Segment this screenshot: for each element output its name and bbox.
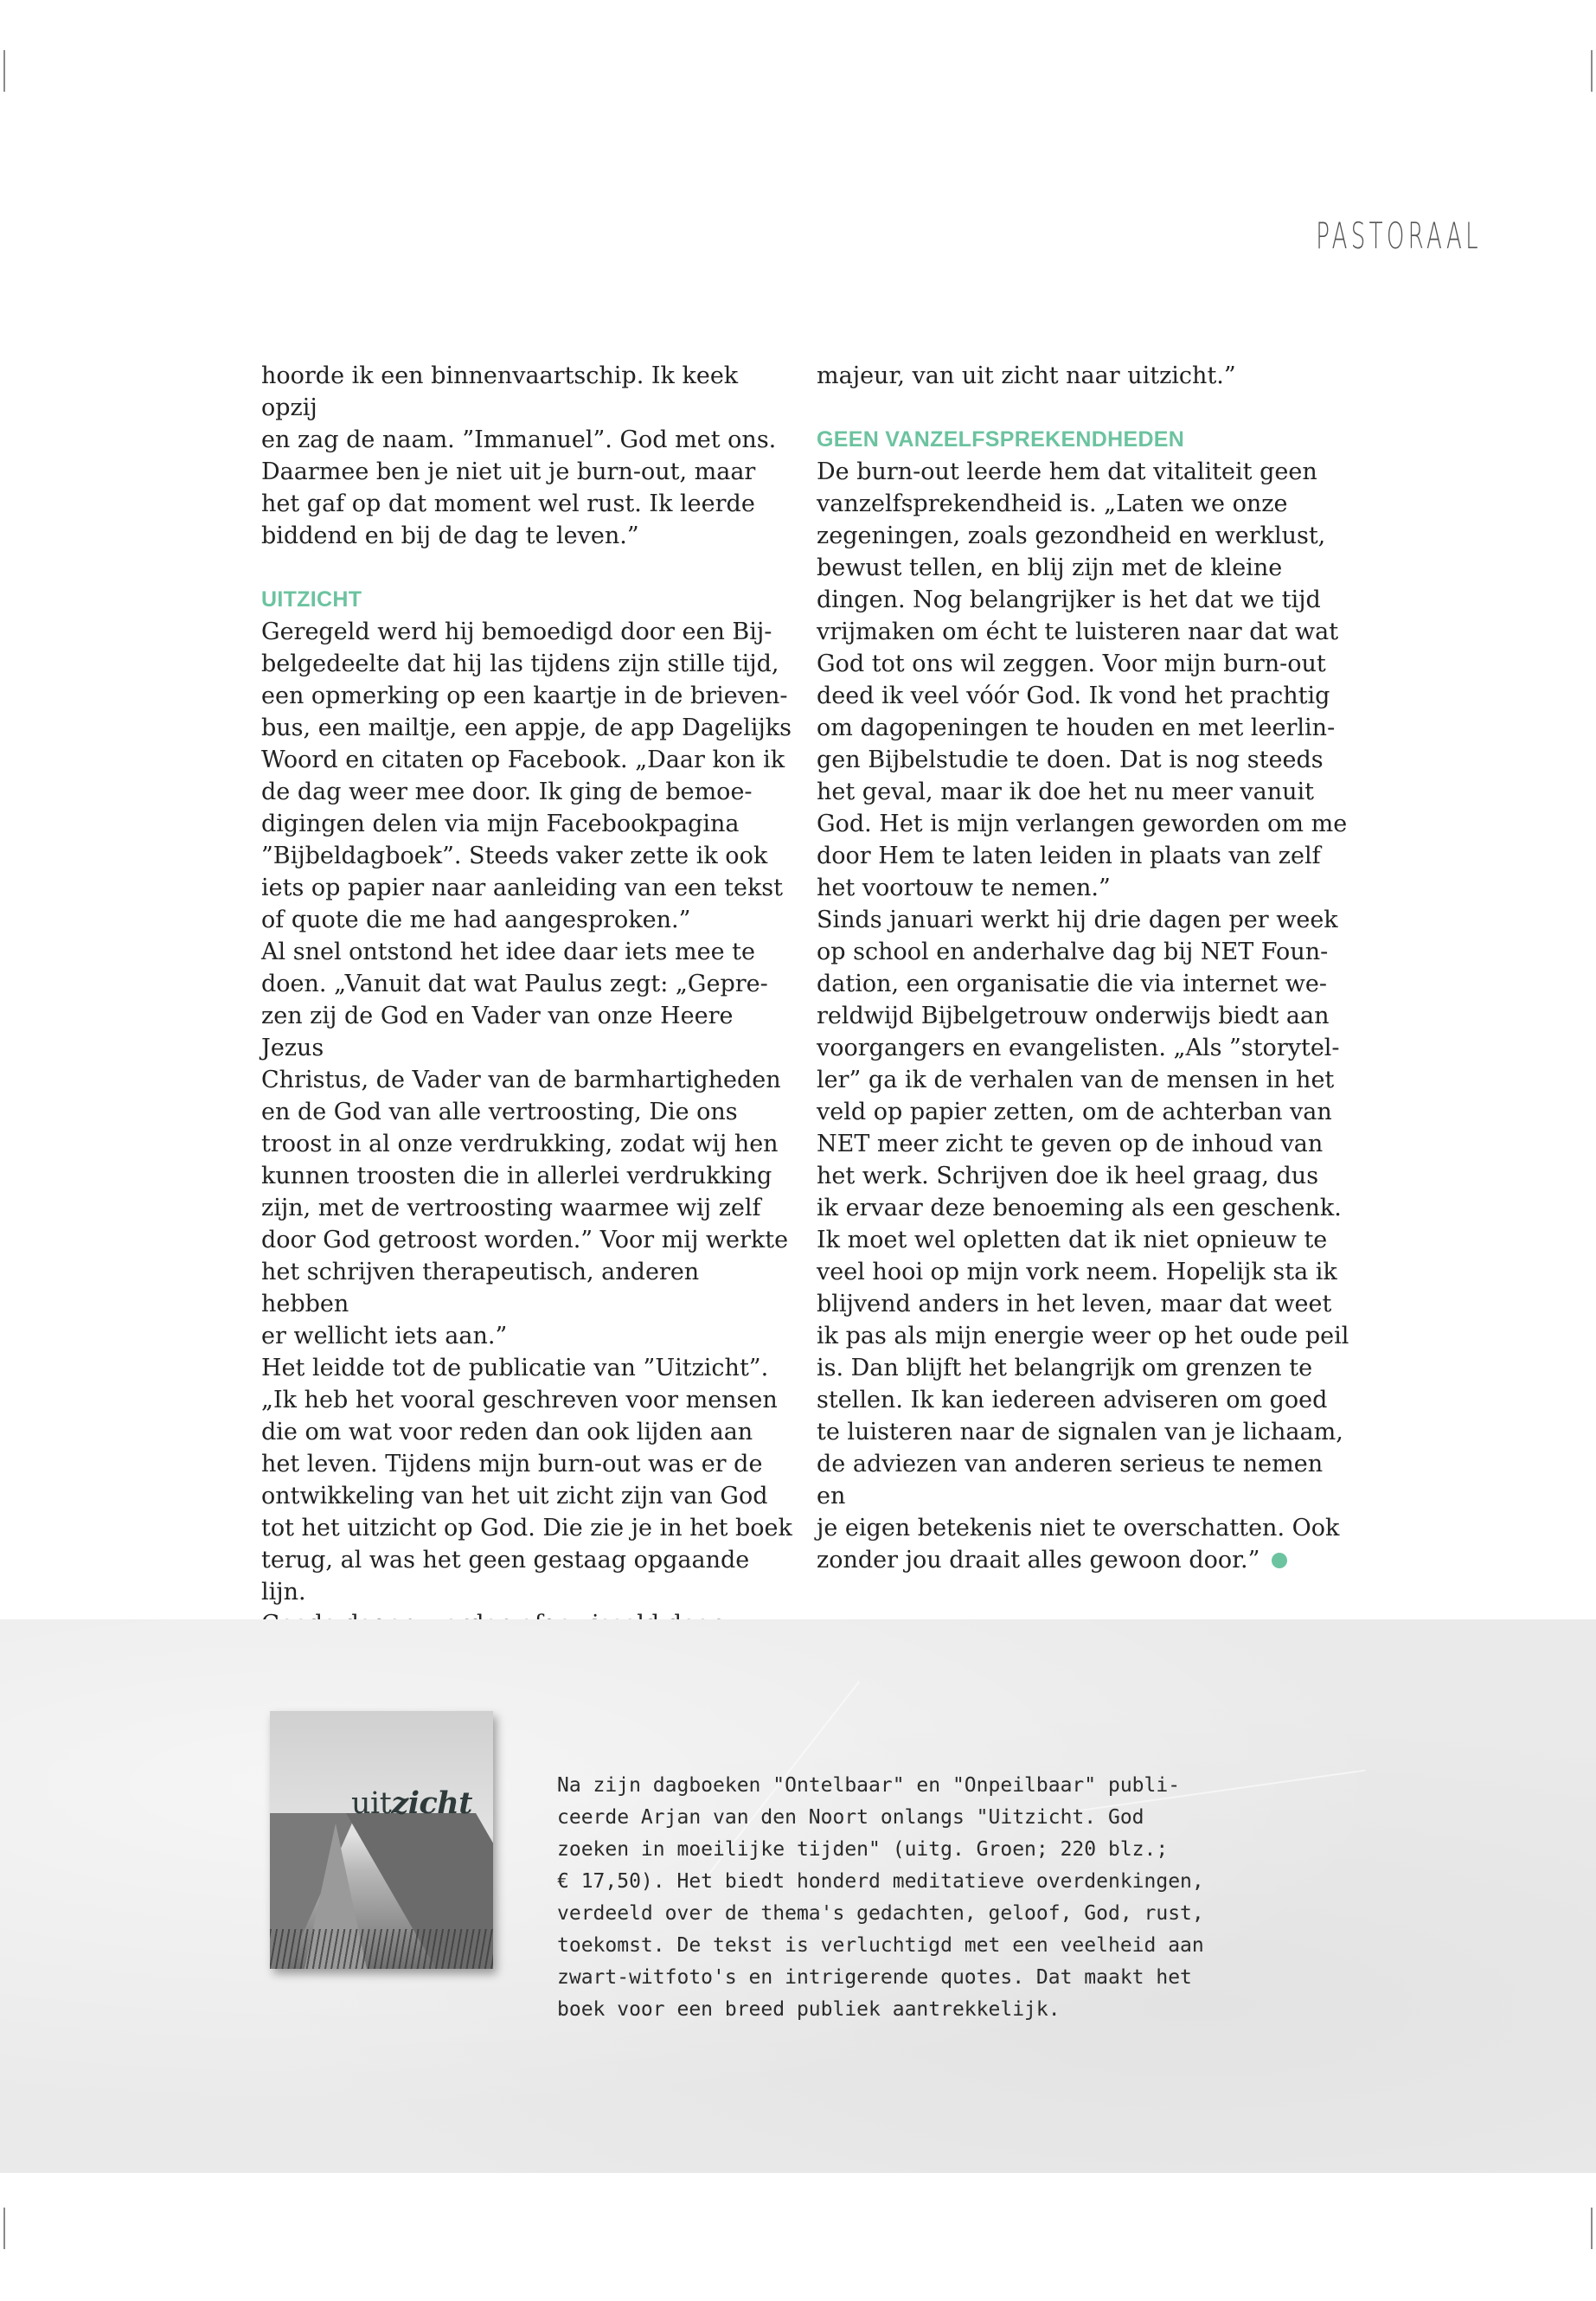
cover-reeds <box>270 1929 493 1969</box>
paragraph: Geregeld werd hij bemoedigd door een Bij- belgedeelte dat hij las tijdens zijn stille tijd, een opmerking op een kaartje in de brieven- bus, een mailtje, een appje, de app Dagelijks Woord en citaten op Facebook. „Daar kon ik de dag weer mee door. Ik ging de bemoe- digingen delen via mijn Facebookpagina ”Bijbeldagboek”. Steeds vaker zette ik ook iets op papier naar aanleiding van een tekst of quote die me had aangesproken.” <box>261 619 792 933</box>
paragraph-final-text: Sinds januari werkt hij drie dagen per week op school en anderhalve dag bij NET Foun- dation, een organisatie die via internet we- reldwijd Bijbelgetrouw onderwijs biedt aan voorgangers en evangelisten. „Als ”storytel- ler” ga ik de verhalen van de mensen in het veld op papier zetten, om de achterban van NET meer zicht te geven op de inhoud van het werk. Schrijven doe ik heel graag, dus ik ervaar deze benoeming als een geschenk. Ik moet wel opletten dat ik niet opnieuw te veel hooi op mijn vork neem. Hopelijk sta ik blijvend anders in het leven, maar dat weet ik pas als mijn energie weer op het oude peil is. Dan blijft het belangrijk om grenzen te stellen. Ik kan iedereen adviseren om goed te luisteren naar de signalen van je lichaam, de adviezen van anderen serieus te nemen en je eigen betekenis niet te overschatten. Ook zonder jou draait alles gewoon door.” <box>817 907 1349 1574</box>
article-column-right <box>817 360 1353 1576</box>
cover-title-regular: uit <box>351 1786 392 1821</box>
end-mark-dot-icon <box>1272 1553 1287 1568</box>
intro-line: majeur, van uit zicht naar uitzicht.” <box>817 362 1236 389</box>
section-label: PASTORAAL <box>1316 215 1482 257</box>
intro-paragraph: hoorde ik een binnenvaartschip. Ik keek opzij en zag de naam. ”Immanuel”. God met ons. Daarmee ben je niet uit je burn-out, maar het gaf op dat moment wel rust. Ik leerde biddend en bij de dag te leven.” <box>261 362 777 549</box>
book-cover-title <box>351 1785 472 1821</box>
crop-mark-bottom-right <box>1591 2208 1593 2249</box>
heading-geen-vanzelfsprekendheden: GEEN VANZELFSPREKENDHEDEN <box>817 427 1185 452</box>
cover-title-italic: zicht <box>391 1785 472 1821</box>
book-blurb: Na zijn dagboeken "Ontelbaar" en "Onpeilbaar" publi- ceerde Arjan van den Noort onlangs "Uitzicht. God zoeken in moeilijke tijden" (uitg. Groen; 220 blz.; € 17,50). Het biedt honderd meditatieve overdenkingen, verdeeld over de thema's gedachten, geloof, God, rust, toekomst. De tekst is verluchtigd met een veelheid aan zwart-witfoto's en intrigerende quotes. Dat maakt het boek voor een breed publiek aantrekkelijk. <box>557 1774 1204 2021</box>
paragraph: De burn-out leerde hem dat vitaliteit geen vanzelfsprekendheid is. „Laten we onze zegeningen, zoals gezondheid en werklust, bewust tellen, en blij zijn met de kleine dingen. Nog belangrijker is het dat we tijd vrijmaken om écht te luisteren naar dat wat God tot ons wil zeggen. Voor mijn burn-out deed ik veel vóór God. Ik vond het prachtig om dagopeningen te houden en met leerlin- gen Bijbelstudie te doen. Dat is nog steeds het geval, maar ik doe het nu meer vanuit God. Het is mijn verlangen geworden om me door Hem te laten leiden in plaats van zelf het voortouw te nemen.” <box>817 458 1348 901</box>
heading-uitzicht: UITZICHT <box>261 587 362 612</box>
book-cover-image <box>270 1711 493 1969</box>
paragraph: Het leidde tot de publicatie van ”Uitzicht”. „Ik heb het vooral geschreven voor mensen die om wat voor reden dan ook lijden aan het leven. Tijdens mijn burn-out was er de ontwikkeling van het uit zicht zijn van God tot het uitzicht op God. Die zie je in het boek terug, al was het geen gestaag opgaande lijn. <box>261 1355 792 1606</box>
crop-mark-bottom-left <box>3 2208 5 2249</box>
article-column-left <box>261 360 793 1736</box>
crop-mark-top-left <box>3 50 5 92</box>
paragraph-final <box>817 904 1353 1576</box>
paragraph: Al snel ontstond het idee daar iets mee te doen. „Vanuit dat wat Paulus zegt: „Gepre- zen zij de God en Vader van onze Heere Jezus Christus, de Vader van de barmhartigheden en de God van alle vertroosting, Die ons troost in al onze verdrukking, zodat wij hen kunnen troosten die in allerlei verdrukking zijn, met de vertroosting waarmee wij zelf door God getroost worden.” Voor mij werkte het schrijven therapeutisch, anderen hebben er wellicht iets aan.” <box>261 939 789 1349</box>
crop-mark-top-right <box>1591 50 1593 92</box>
